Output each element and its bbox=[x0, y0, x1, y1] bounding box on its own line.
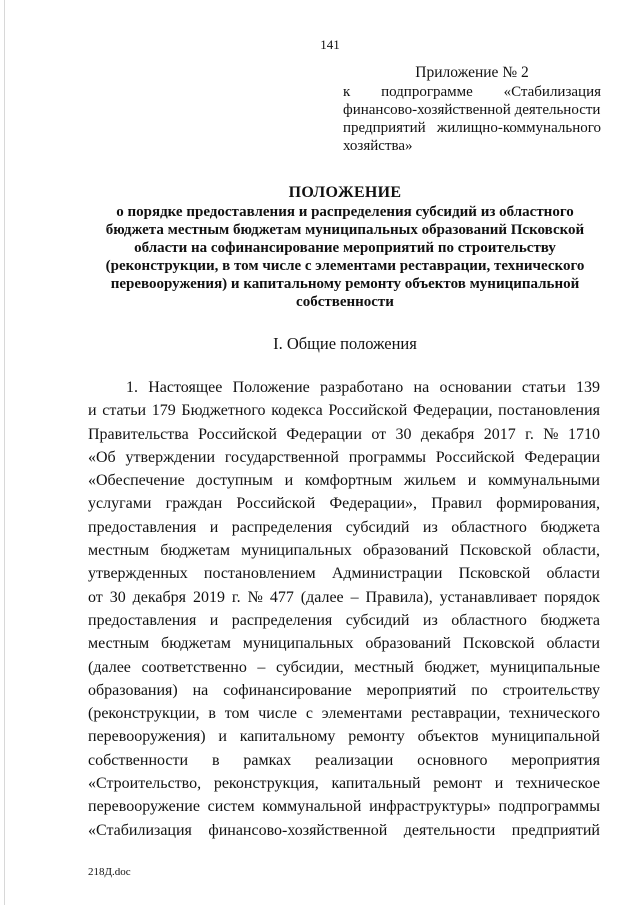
paragraph-line bbox=[88, 749, 600, 772]
paragraph-word: соответственно bbox=[141, 658, 247, 676]
paragraph-word: комфортным bbox=[304, 472, 393, 490]
appendix-block bbox=[343, 64, 601, 155]
paragraph-word: области bbox=[546, 635, 600, 653]
paragraph-word: субсидий bbox=[345, 518, 410, 536]
paragraph-word: Бюджетного bbox=[181, 402, 266, 420]
paragraph-word: № bbox=[543, 425, 559, 443]
paragraph-word: г. bbox=[525, 425, 534, 443]
paragraph-word: Российской bbox=[435, 448, 515, 466]
paragraph-word: устанавливает bbox=[439, 588, 538, 606]
paragraph-word: предприятий bbox=[511, 821, 600, 839]
appendix-title: Приложение № 2 bbox=[415, 64, 529, 81]
paragraph-word: предоставления bbox=[88, 611, 197, 629]
paragraph-word: Псковской bbox=[458, 565, 531, 583]
paragraph-word: 179 bbox=[151, 402, 176, 420]
paragraph-word: «Стабилизация bbox=[88, 821, 192, 839]
paragraph-word: инфраструктуры» bbox=[369, 798, 491, 816]
paragraph-word: элементами bbox=[321, 705, 403, 723]
paragraph-word: финансово-хозяйственной bbox=[208, 821, 388, 839]
paragraph-word: по bbox=[471, 681, 488, 699]
paragraph-word: муниципальной bbox=[491, 728, 600, 746]
paragraph-line bbox=[88, 399, 600, 422]
paragraph-word: – bbox=[257, 658, 266, 676]
paragraph-word: «Строительство, bbox=[88, 775, 202, 793]
paragraph-word: объектов bbox=[417, 728, 479, 746]
paragraph-word: Российской bbox=[236, 495, 316, 513]
paragraph-word: порядок bbox=[544, 588, 600, 606]
paragraph-word: и bbox=[209, 611, 219, 629]
paragraph-word: жильем bbox=[403, 472, 457, 490]
paragraph-word: софинансирование bbox=[223, 681, 352, 699]
paragraph-word: утвержденных bbox=[88, 565, 188, 583]
paragraph-word: 1. bbox=[126, 379, 138, 396]
paragraph-word: Администрации bbox=[331, 565, 443, 583]
heading-subtitle-line: перевооружения) и капитальному ремонту объектов муниципальной bbox=[110, 276, 580, 292]
paragraph-word: утверждении bbox=[125, 448, 216, 466]
paragraph-word: 2017 bbox=[483, 425, 516, 443]
paragraph-word: подпрограммы bbox=[498, 798, 600, 816]
paragraph-word: от bbox=[371, 425, 387, 443]
paragraph-word: муниципальных bbox=[241, 542, 352, 560]
paragraph-word: числе bbox=[258, 705, 297, 723]
paragraph-line bbox=[88, 702, 600, 725]
paragraph-line bbox=[88, 795, 600, 818]
paragraph-word: коммунальными bbox=[488, 472, 600, 490]
paragraph-word: бюджетам bbox=[160, 542, 231, 560]
paragraph-word: г. bbox=[231, 588, 241, 606]
paragraph-word: граждан bbox=[165, 495, 223, 513]
paragraph-word: из bbox=[422, 611, 438, 629]
paragraph-line bbox=[88, 446, 600, 469]
paragraph-line bbox=[88, 539, 600, 562]
paragraph-word: формирования, bbox=[496, 495, 600, 513]
document-heading bbox=[70, 183, 620, 311]
paragraph-word: основании bbox=[439, 379, 512, 396]
paragraph-word: систем bbox=[207, 798, 255, 816]
paragraph-word: (далее bbox=[88, 658, 131, 676]
paragraph-word: Российской bbox=[328, 402, 408, 420]
paragraph-word: собственности bbox=[88, 751, 189, 769]
heading-title: ПОЛОЖЕНИЕ bbox=[288, 184, 402, 201]
paragraph-word: «Об bbox=[88, 448, 116, 466]
heading-subtitle-line: о порядке предоставления и распределения субсидий из областного bbox=[116, 204, 574, 220]
paragraph-word: субсидий bbox=[345, 611, 410, 629]
paragraph-word: декабря bbox=[132, 588, 187, 606]
paragraph-word: образования) bbox=[88, 681, 178, 699]
paragraph-word: на bbox=[192, 681, 209, 699]
heading-subtitle-line: бюджета местным бюджетам муниципальных образований Псковской bbox=[105, 222, 585, 238]
paragraph-word: и bbox=[218, 728, 227, 746]
footer-filename: 218Д.doc bbox=[88, 866, 131, 878]
scan-edge-line bbox=[4, 0, 5, 905]
paragraph-line bbox=[88, 656, 600, 679]
paragraph-word: декабря bbox=[420, 425, 475, 443]
paragraph-line bbox=[88, 562, 600, 585]
paragraph-word: в bbox=[208, 705, 216, 723]
paragraph-word: распределения bbox=[231, 611, 333, 629]
paragraph-word: коммунальной bbox=[262, 798, 362, 816]
appendix-word: «Стабилизация bbox=[503, 84, 601, 100]
paragraph-word: субсидии, bbox=[275, 658, 344, 676]
paragraph-word: постановлением bbox=[203, 565, 316, 583]
paragraph-word: Российской bbox=[198, 425, 277, 443]
paragraph-word: местным bbox=[88, 635, 150, 653]
paragraph-word: бюджетам bbox=[161, 635, 231, 653]
paragraph-word: Псковской bbox=[462, 635, 535, 653]
paragraph-word: с bbox=[305, 705, 313, 723]
appendix-line-1 bbox=[343, 83, 601, 101]
paragraph-word: капитальному bbox=[239, 728, 336, 746]
paragraph-word: 477 bbox=[269, 588, 294, 606]
paragraph-word: реконструкция, bbox=[213, 775, 319, 793]
paragraph-word: Правила), bbox=[365, 588, 433, 606]
paragraph-word: муниципальные bbox=[490, 658, 600, 676]
paragraph-word: рамках bbox=[243, 751, 292, 769]
paragraph-word: том bbox=[224, 705, 250, 723]
paragraph-word: на bbox=[413, 379, 430, 396]
paragraph-word: из bbox=[422, 518, 438, 536]
paragraph-word: техническое bbox=[516, 775, 600, 793]
heading-subtitle-line: (реконструкции, в том числе с элементами реставрации, технического bbox=[105, 258, 585, 274]
paragraph-word: 30 bbox=[395, 425, 412, 443]
appendix-word: жилищно-коммунального bbox=[436, 120, 601, 136]
paragraph-line bbox=[88, 492, 600, 515]
paragraph-word: Правил bbox=[431, 495, 483, 513]
paragraph-word: технического bbox=[509, 705, 600, 723]
paragraph-line bbox=[88, 469, 600, 492]
paragraph-word: программы bbox=[348, 448, 426, 466]
paragraph-word: области bbox=[546, 565, 600, 583]
paragraph-word: областного bbox=[451, 518, 527, 536]
paragraph-word: деятельности bbox=[403, 821, 496, 839]
paragraph-word: местный bbox=[354, 658, 414, 676]
paragraph-word: и bbox=[284, 472, 294, 490]
paragraph-line bbox=[88, 609, 600, 632]
paragraph-word: капитальный bbox=[331, 775, 421, 793]
paragraph-word: ремонт bbox=[433, 775, 483, 793]
appendix-line-3 bbox=[343, 119, 601, 137]
paragraph-word: Федерации bbox=[286, 425, 362, 443]
paragraph-word: услугами bbox=[88, 495, 152, 513]
paragraph-word: Федерации bbox=[524, 448, 600, 466]
paragraph-word: 1710 bbox=[567, 425, 600, 443]
paragraph-word: и bbox=[209, 518, 219, 536]
paragraph-word: бюджет, bbox=[424, 658, 480, 676]
paragraph-word: Федерации», bbox=[329, 495, 418, 513]
paragraph-text bbox=[88, 376, 600, 842]
paragraph-word: статьи bbox=[102, 402, 147, 420]
paragraph-word: муниципальных bbox=[242, 635, 354, 653]
paragraph-line bbox=[88, 725, 600, 748]
paragraph-word: областного bbox=[451, 611, 527, 629]
paragraph-word: Федерации, bbox=[412, 402, 493, 420]
paragraph-word: строительству bbox=[502, 681, 600, 699]
paragraph-word: кодекса bbox=[271, 402, 323, 420]
paragraph-word: разработано bbox=[319, 379, 404, 396]
paragraph-word: 30 bbox=[109, 588, 126, 606]
paragraph-word: ремонту bbox=[348, 728, 405, 746]
appendix-word: подпрограмме bbox=[381, 84, 473, 100]
appendix-word: предприятий bbox=[343, 120, 426, 136]
paragraph-word: в bbox=[211, 751, 220, 769]
paragraph-word: области, bbox=[542, 542, 600, 560]
paragraph-word: Положение bbox=[232, 379, 310, 396]
paragraph-word: реализации bbox=[315, 751, 394, 769]
paragraph-line bbox=[88, 772, 600, 795]
paragraph-line bbox=[88, 586, 600, 609]
heading-subtitle-line: области на софинансирование мероприятий по строительству bbox=[134, 240, 556, 256]
paragraph-word: доступным bbox=[196, 472, 273, 490]
paragraph-word: 139 bbox=[576, 379, 600, 396]
paragraph-word: и bbox=[494, 775, 504, 793]
paragraph-word: местным bbox=[88, 542, 150, 560]
paragraph-word: распределения bbox=[231, 518, 333, 536]
appendix-line-4: хозяйства» bbox=[343, 138, 413, 154]
heading-subtitle-line: собственности bbox=[296, 294, 394, 310]
paragraph-word: от bbox=[88, 588, 103, 606]
paragraph-word: образований bbox=[363, 542, 449, 560]
paragraph-word: перевооружение bbox=[88, 798, 200, 816]
paragraph-word: (далее bbox=[300, 588, 344, 606]
paragraph-word: Настоящее bbox=[148, 379, 223, 396]
paragraph-word: мероприятий bbox=[366, 681, 457, 699]
paragraph-word: перевооружения) bbox=[88, 728, 206, 746]
paragraph-word: бюджета bbox=[540, 611, 600, 629]
paragraph-word: статьи bbox=[521, 379, 566, 396]
paragraph-word: № bbox=[247, 588, 263, 606]
paragraph-word: (реконструкции, bbox=[88, 705, 200, 723]
paragraph-word: и bbox=[88, 402, 97, 420]
paragraph-word: – bbox=[350, 588, 359, 606]
paragraph-line bbox=[88, 819, 600, 842]
paragraph-word: бюджета bbox=[540, 518, 600, 536]
paragraph-word: образований bbox=[365, 635, 451, 653]
paragraph-line bbox=[88, 423, 600, 446]
paragraph-line bbox=[88, 679, 600, 702]
paragraph-word: и bbox=[467, 472, 477, 490]
paragraph-line bbox=[88, 516, 600, 539]
paragraph-line bbox=[88, 376, 600, 399]
paragraph-word: 2019 bbox=[192, 588, 225, 606]
paragraph-line bbox=[88, 632, 600, 655]
paragraph-word: мероприятия bbox=[511, 751, 600, 769]
section-title: I. Общие положения bbox=[273, 334, 417, 353]
paragraph-word: реставрации, bbox=[411, 705, 501, 723]
paragraph-word: «Обеспечение bbox=[88, 472, 185, 490]
paragraph-word: государственной bbox=[224, 448, 339, 466]
paragraph-word: предоставления bbox=[88, 518, 197, 536]
paragraph-word: Псковской bbox=[459, 542, 532, 560]
page-number: 141 bbox=[320, 37, 340, 52]
paragraph-word: постановления bbox=[498, 402, 600, 420]
paragraph-word: основного bbox=[417, 751, 488, 769]
appendix-word: к bbox=[343, 84, 351, 100]
appendix-line-2: финансово-хозяйственной деятельности bbox=[343, 102, 601, 118]
paragraph-word: Правительства bbox=[88, 425, 189, 443]
